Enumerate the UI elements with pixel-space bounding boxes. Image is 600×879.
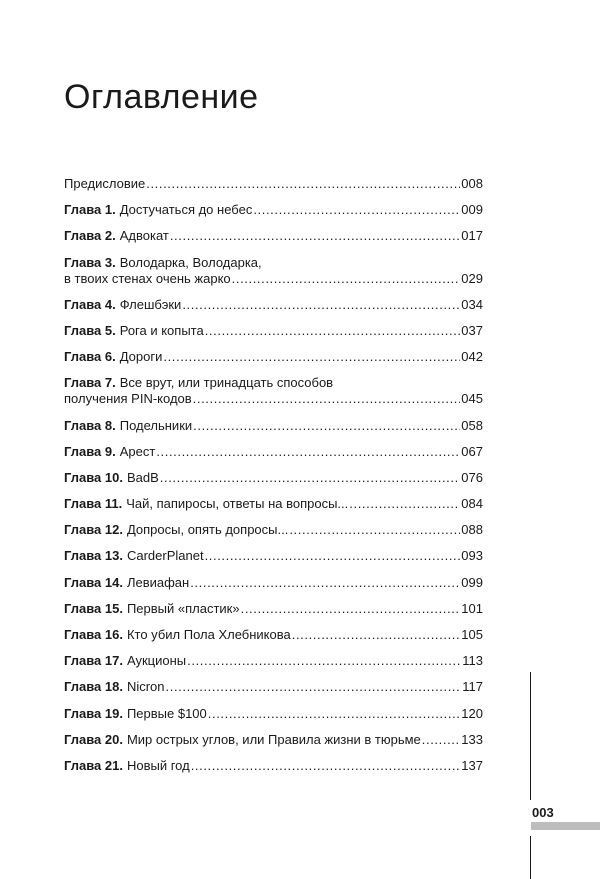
- toc-entry-title: CarderPlanet: [126, 548, 204, 564]
- toc-entry-title: Достучаться до небес: [119, 202, 253, 218]
- toc-page-number: 042: [461, 349, 483, 365]
- toc-line: [64, 391, 483, 407]
- toc-entry[interactable]: [64, 496, 483, 512]
- toc-page-number: 113: [462, 653, 483, 669]
- toc-line: [64, 271, 483, 287]
- toc-page-number: 099: [461, 574, 483, 590]
- toc-page-number: 088: [461, 522, 483, 538]
- toc-page-number: 017: [461, 228, 483, 244]
- toc-line: [64, 444, 483, 460]
- toc-entry-title: Кто убил Пола Хлебникова: [126, 627, 291, 642]
- chapter-label: Глава 1.: [64, 202, 116, 218]
- toc-entry[interactable]: [64, 176, 483, 192]
- toc-entry[interactable]: [64, 653, 483, 669]
- toc-entry-title: Адвокат: [119, 228, 169, 244]
- chapter-label: Глава 12.: [64, 522, 123, 538]
- toc-entry[interactable]: [64, 522, 483, 538]
- dot-leader: [191, 758, 461, 774]
- toc-entry[interactable]: [64, 470, 483, 486]
- chapter-label: Глава 4.: [64, 296, 116, 312]
- toc-entry-title-line: [64, 255, 483, 271]
- toc-entry[interactable]: [64, 758, 483, 774]
- toc-page-number: 029: [461, 270, 483, 286]
- toc-entry[interactable]: [64, 548, 483, 564]
- toc-entry-title: BadB: [126, 469, 159, 485]
- toc-entry-title: Первые $100: [126, 705, 207, 721]
- toc-page-number: 133: [461, 731, 483, 747]
- toc-line: [64, 627, 483, 643]
- toc-entry[interactable]: [64, 732, 483, 748]
- chapter-label: Глава 19.: [64, 705, 123, 721]
- toc-line: [64, 297, 483, 313]
- dot-leader: [193, 418, 460, 434]
- chapter-label: Глава 2.: [64, 228, 116, 244]
- chapter-label: Глава 8.: [64, 417, 116, 433]
- toc-entry[interactable]: [64, 706, 483, 722]
- dot-leader: [193, 391, 461, 407]
- toc-page-number: 045: [461, 391, 483, 407]
- toc-line: [64, 418, 483, 434]
- chapter-label: Глава 20.: [64, 731, 123, 747]
- chapter-label: Глава 10.: [64, 469, 123, 485]
- dot-leader: [156, 444, 460, 460]
- toc-entry-title-first: Володарка, Володарка,: [119, 254, 262, 270]
- chapter-label: Глава 7.: [64, 375, 116, 391]
- toc-line: [64, 202, 483, 218]
- toc-page-number: 117: [462, 679, 483, 695]
- toc-page-number: 009: [461, 202, 483, 218]
- toc-line: [64, 496, 483, 512]
- page-number-bar: [531, 822, 600, 830]
- dot-leader: [292, 627, 461, 643]
- toc-entry-title: Левиафан: [126, 574, 190, 590]
- toc-entry-title: в твоих стенах очень жарко: [64, 270, 231, 286]
- toc-entry[interactable]: [64, 349, 483, 365]
- toc-page-number: 034: [461, 296, 483, 312]
- toc-line: [64, 575, 483, 591]
- toc-entry[interactable]: [64, 323, 483, 339]
- toc-line: [64, 522, 483, 538]
- chapter-label: Глава 3.: [64, 254, 116, 270]
- chapter-label: Глава 9.: [64, 443, 116, 459]
- toc-page-number: 120: [461, 705, 483, 721]
- chapter-label: Глава 21.: [64, 757, 123, 773]
- chapter-label: Глава 6.: [64, 349, 116, 365]
- dot-leader: [241, 601, 461, 617]
- toc-page-number: 101: [461, 600, 483, 616]
- chapter-label: Глава 17.: [64, 653, 123, 669]
- dot-leader: [146, 176, 460, 192]
- dot-leader: [182, 297, 460, 313]
- dot-leader: [208, 706, 461, 722]
- dot-leader: [166, 679, 462, 695]
- toc-entry-title: Аукционы: [126, 653, 187, 669]
- toc-entry-title: Подельники: [119, 417, 193, 433]
- toc-page-number: 058: [461, 417, 483, 433]
- page-number: 003: [532, 805, 554, 820]
- toc-entry[interactable]: [64, 679, 483, 695]
- toc-entry[interactable]: [64, 375, 483, 407]
- toc-entry[interactable]: [64, 444, 483, 460]
- toc-entry-title: Рога и копыта: [119, 322, 204, 338]
- toc-page-number: 093: [461, 548, 483, 564]
- chapter-label: Глава 18.: [64, 679, 123, 695]
- chapter-label: Глава 14.: [64, 574, 123, 590]
- chapter-label: Глава 16.: [64, 627, 123, 642]
- chapter-label: Глава 11.: [64, 496, 123, 512]
- toc-entry-title: Допросы, опять допросы...: [126, 522, 289, 538]
- chapter-label: Глава 15.: [64, 600, 123, 616]
- toc-entry[interactable]: [64, 255, 483, 287]
- toc-entry-title-line: [64, 375, 483, 391]
- margin-rule: [530, 672, 531, 800]
- dot-leader: [160, 470, 461, 486]
- page-title: Оглавление: [64, 78, 259, 116]
- margin-rule-bottom: [530, 836, 531, 879]
- toc-entry-title: получения PIN-кодов: [64, 391, 192, 407]
- toc-entry[interactable]: [64, 297, 483, 313]
- toc-entry-title: Новый год: [126, 757, 190, 773]
- toc-entry-title: Флешбэки: [119, 296, 182, 312]
- dot-leader: [187, 653, 461, 669]
- toc-page-number: 037: [461, 322, 483, 338]
- toc-line: [64, 548, 483, 564]
- toc-line: [64, 653, 483, 669]
- toc-entry[interactable]: [64, 202, 483, 218]
- toc-entry[interactable]: [64, 575, 483, 591]
- toc-line: [64, 732, 483, 748]
- toc-line: [64, 758, 483, 774]
- toc-page-number: 008: [461, 176, 483, 191]
- toc-line: [64, 470, 483, 486]
- toc-line: [64, 228, 483, 244]
- toc-line: [64, 601, 483, 617]
- dot-leader: [422, 732, 461, 748]
- toc-entry-title: Nicron: [126, 679, 165, 695]
- table-of-contents: [64, 176, 483, 784]
- toc-page-number: 137: [461, 757, 483, 773]
- toc-line: [64, 349, 483, 365]
- toc-line: [64, 176, 483, 192]
- toc-entry-title: Арест: [119, 443, 156, 459]
- dot-leader: [253, 202, 460, 218]
- dot-leader: [232, 271, 461, 287]
- dot-leader: [163, 349, 460, 365]
- dot-leader: [170, 228, 460, 244]
- dot-leader: [205, 548, 461, 564]
- toc-entry[interactable]: [64, 228, 483, 244]
- toc-entry-title: Первый «пластик»: [126, 600, 240, 616]
- dot-leader: [349, 496, 460, 512]
- dot-leader: [190, 575, 460, 591]
- toc-page-number: 084: [461, 496, 483, 512]
- toc-page-number: 105: [461, 627, 483, 642]
- dot-leader: [289, 522, 460, 538]
- toc-page-number: 076: [461, 469, 483, 485]
- dot-leader: [205, 323, 461, 339]
- toc-entry-title: Чай, папиросы, ответы на вопросы...: [126, 496, 349, 512]
- toc-entry[interactable]: [64, 418, 483, 434]
- toc-entry-title: Предисловие: [64, 176, 146, 191]
- toc-line: [64, 706, 483, 722]
- toc-line: [64, 679, 483, 695]
- toc-entry[interactable]: [64, 627, 483, 643]
- toc-entry-title: Мир острых углов, или Правила жизни в тюрьме: [126, 731, 421, 747]
- toc-entry-title: Дороги: [119, 349, 163, 365]
- toc-line: [64, 323, 483, 339]
- chapter-label: Глава 13.: [64, 548, 123, 564]
- toc-entry[interactable]: [64, 601, 483, 617]
- toc-entry-title-first: Все врут, или тринадцать способов: [119, 375, 334, 391]
- chapter-label: Глава 5.: [64, 322, 116, 338]
- toc-page-number: 067: [461, 443, 483, 459]
